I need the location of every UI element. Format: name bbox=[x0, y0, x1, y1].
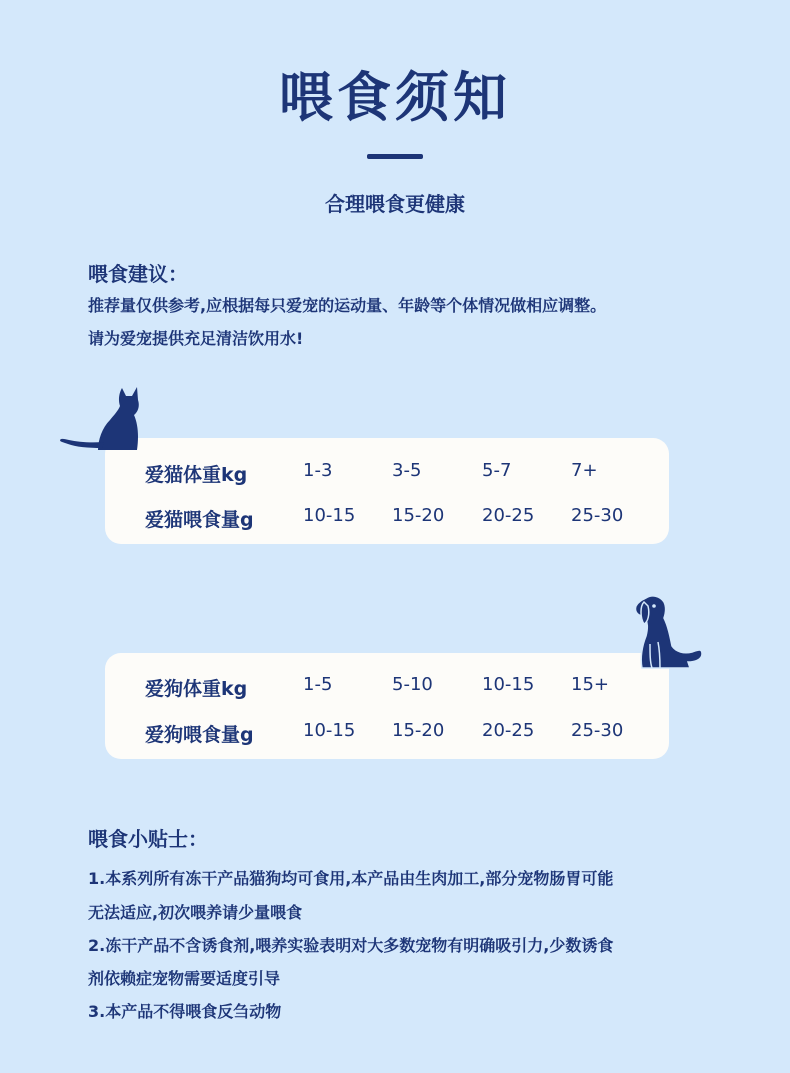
title-divider bbox=[367, 154, 423, 159]
dog-silhouette-icon bbox=[632, 592, 708, 672]
tip-line: 剂依赖症宠物需要适度引导 bbox=[88, 969, 281, 988]
row-label: 爱狗喂食量g bbox=[145, 724, 254, 746]
table-cell: 15-20 bbox=[392, 505, 445, 526]
table-cell: 5-7 bbox=[482, 460, 512, 481]
row-label: 爱狗体重kg bbox=[145, 678, 248, 700]
advice-line: 推荐量仅供参考,应根据每只爱宠的运动量、年龄等个体情况做相应调整。 bbox=[88, 296, 607, 315]
advice-line: 请为爱宠提供充足清洁饮用水! bbox=[88, 329, 304, 348]
table-cell: 20-25 bbox=[482, 720, 535, 741]
tip-line: 1.本系列所有冻干产品猫狗均可食用,本产品由生肉加工,部分宠物肠胃可能 bbox=[88, 869, 614, 888]
table-cell: 10-15 bbox=[303, 720, 356, 741]
tip-line: 无法适应,初次喂养请少量喂食 bbox=[88, 903, 303, 922]
table-row bbox=[105, 460, 669, 490]
row-label: 爱猫体重kg bbox=[145, 464, 248, 486]
page-title: 喂食须知 bbox=[279, 66, 511, 129]
table-cell: 20-25 bbox=[482, 505, 535, 526]
row-label: 爱猫喂食量g bbox=[145, 509, 254, 531]
table-cell: 25-30 bbox=[571, 505, 624, 526]
tip-line: 2.冻干产品不含诱食剂,喂养实验表明对大多数宠物有明确吸引力,少数诱食 bbox=[88, 936, 614, 955]
tip-line: 3.本产品不得喂食反刍动物 bbox=[88, 1002, 282, 1021]
table-cell: 15-20 bbox=[392, 720, 445, 741]
table-cell: 7+ bbox=[571, 460, 598, 481]
advice-heading: 喂食建议： bbox=[88, 262, 188, 286]
table-cell: 10-15 bbox=[482, 674, 535, 695]
table-cell: 25-30 bbox=[571, 720, 624, 741]
table-cell: 3-5 bbox=[392, 460, 422, 481]
cat-feeding-table bbox=[105, 438, 669, 544]
table-row bbox=[105, 720, 669, 750]
table-cell: 1-3 bbox=[303, 460, 333, 481]
tips-heading: 喂食小贴士： bbox=[88, 827, 208, 851]
table-cell: 1-5 bbox=[303, 674, 333, 695]
cat-silhouette-icon bbox=[58, 384, 144, 454]
table-cell: 15+ bbox=[571, 674, 609, 695]
dog-feeding-table bbox=[105, 653, 669, 759]
table-row bbox=[105, 505, 669, 535]
page-subtitle: 合理喂食更健康 bbox=[325, 192, 465, 216]
table-row bbox=[105, 674, 669, 704]
table-cell: 10-15 bbox=[303, 505, 356, 526]
table-cell: 5-10 bbox=[392, 674, 433, 695]
